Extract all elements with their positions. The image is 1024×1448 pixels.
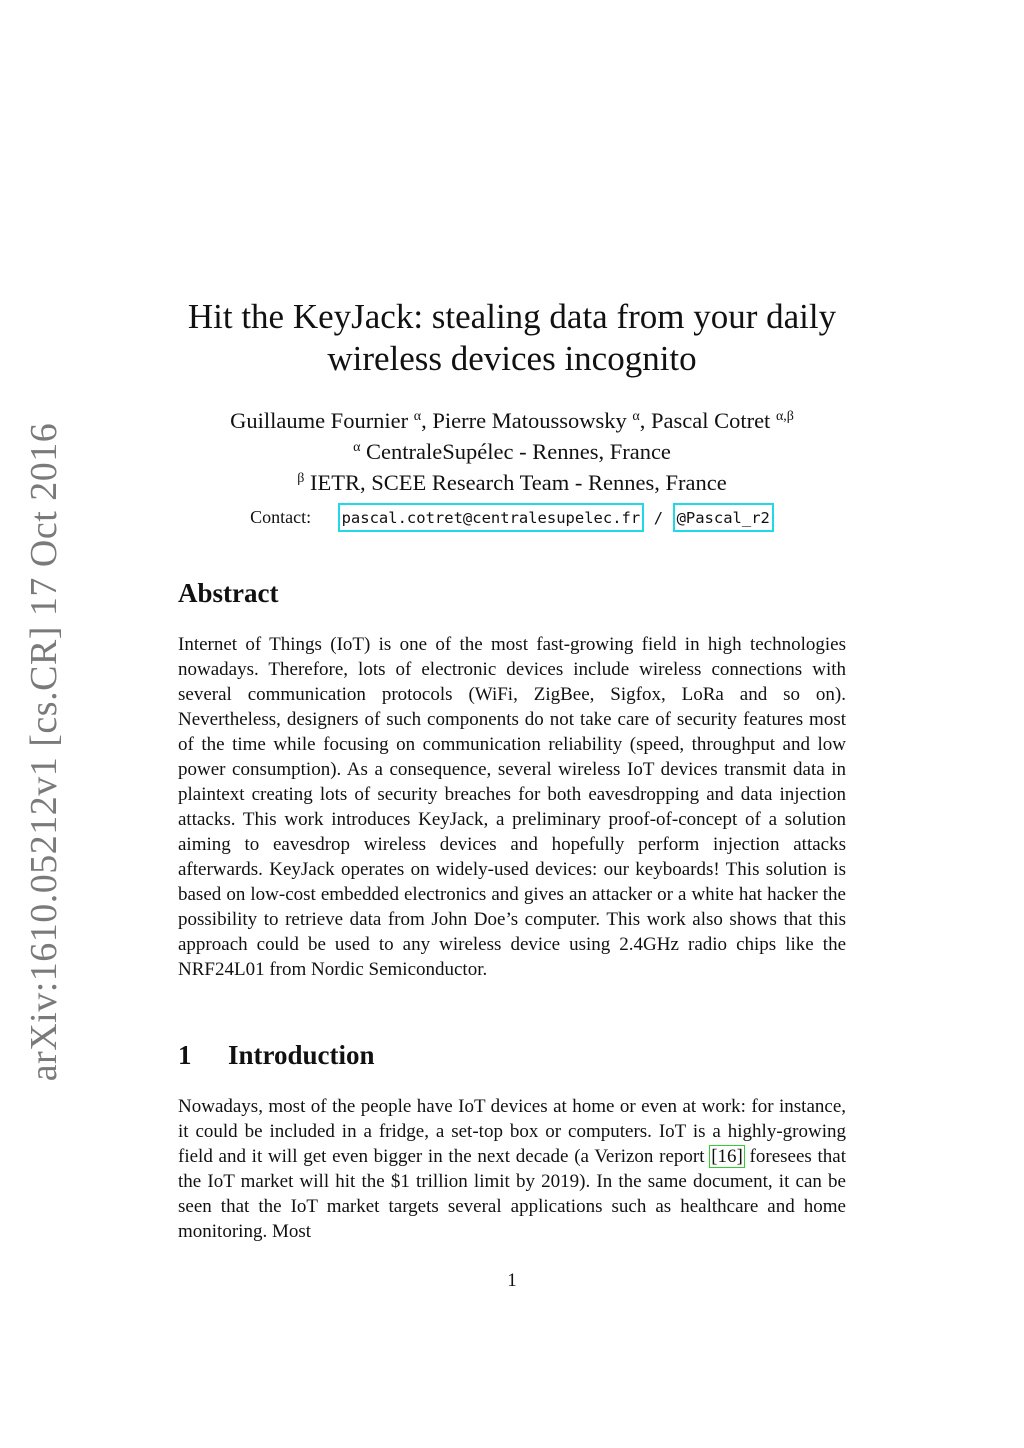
affiliation-mark: β — [297, 471, 305, 486]
contact-line — [0, 502, 1024, 533]
author-block — [0, 405, 1024, 498]
paper-title — [0, 296, 1024, 380]
author-affiliation-mark: α — [413, 409, 422, 424]
author-name: Guillaume Fournier — [230, 408, 409, 433]
affiliation-text: IETR, SCEE Research Team - Rennes, France — [310, 470, 727, 495]
contact-email-link[interactable]: pascal.cotret@centralesupelec.fr — [338, 503, 645, 532]
abstract-body: Internet of Things (IoT) is one of the most fast-growing field in high technologies nowadays. Therefore, lots of electronic devices include wireless connections with several communication protocols (WiFi, ZigBee, Sigfox, LoRa and so on). Nevertheless, designers of such components do not take care of security features most of the time while focusing on communication reliability (speed, throughput and low power consumption). As a consequence, several wireless IoT devices transmit data in plaintext creating lots of security breaches for both eavesdropping and data injection attacks. This work introduces KeyJack, a preliminary proof-of-concept of a solution aiming to eavesdrop wireless devices and hopefully perform injection attacks afterwards. KeyJack operates on widely-used devices: our keyboards! This solution is based on low-cost embedded electronics and gives an attacker or a white hat hacker the possibility to retrieve data from John Doe’s computer. This work also shows that this approach could be used to any wireless device using 2.4GHz radio chips like the NRF24L01 from Nordic Semiconductor. — [178, 634, 846, 980]
contact-separator: / — [653, 509, 664, 527]
contact-label: Contact: — [250, 507, 312, 527]
title-line-2: wireless devices incognito — [327, 339, 697, 378]
affiliation-mark: α — [353, 440, 361, 455]
abstract-heading: Abstract — [178, 578, 279, 608]
page-number: 1 — [507, 1270, 517, 1291]
section-number: 1 — [178, 1040, 192, 1070]
author-list: Guillaume Fournier $^\alpha$, Pierre Matoussowsky $^\alpha$, Pascal Cotret $^{\alpha,\beta}$ — [230, 408, 794, 433]
author-name: Pierre Matoussowsky — [432, 408, 627, 433]
arxiv-identifier: arXiv:1610.05212v1 [cs.CR] 17 Oct 2016 — [23, 422, 65, 1082]
citation-link[interactable]: [16] — [711, 1146, 743, 1167]
introduction-heading — [178, 1040, 375, 1071]
affiliation-line — [0, 467, 1024, 498]
introduction-body — [178, 1094, 846, 1244]
affiliation-line — [0, 436, 1024, 467]
author-name: Pascal Cotret — [650, 408, 771, 433]
contact-handle-link[interactable]: @Pascal_r2 — [673, 503, 774, 532]
author-affiliation-mark: α — [632, 409, 640, 424]
affiliation-text: CentraleSupélec - Rennes, France — [366, 439, 671, 464]
author-affiliation-mark: α,β — [775, 409, 794, 424]
intro-text-after-citation: foresees that the IoT market will hit the $1 trillion limit by 2019). In the same document, it can be seen that the IoT market targets several applications such as healthcare and home monitoring. Most — [178, 1146, 846, 1242]
section-title: Introduction — [228, 1040, 375, 1070]
intro-text-before-citation: Nowadays, most of the people have IoT devices at home or even at work: for instance, it could be included in a fridge, a set-top box or computers. IoT is a highly-growing field and it will get even bigger in the next decade (a Verizon report — [178, 1096, 846, 1167]
title-line-1: Hit the KeyJack: stealing data from your daily — [187, 297, 837, 336]
